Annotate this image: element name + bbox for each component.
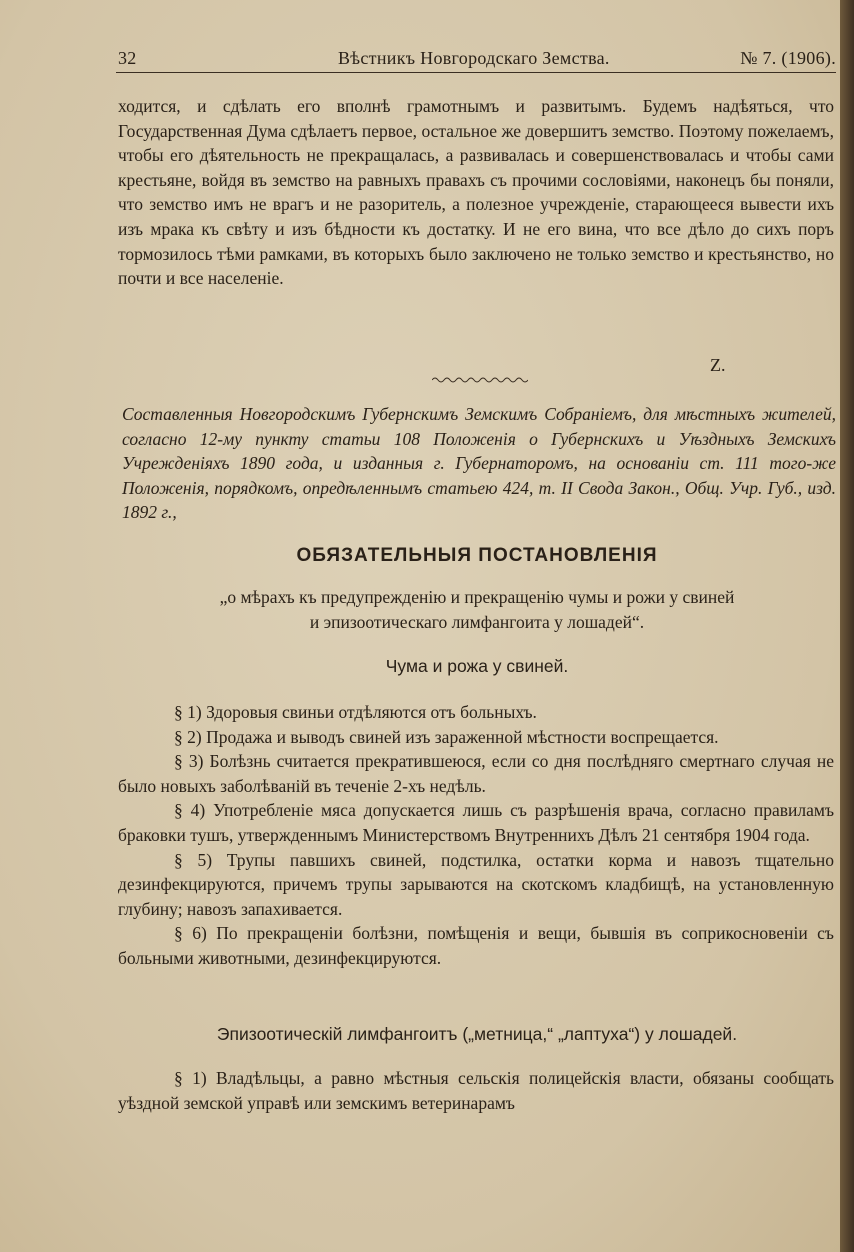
subtitle-line: и эпизоотическаго лимфангоита у лошадей“. <box>309 611 645 632</box>
journal-title: Вѣстникъ Новгородскаго Земства. <box>338 48 610 68</box>
issue-number: № 7. (1906). <box>740 48 836 68</box>
intro-paragraph: ходится, и сдѣлать его вполнѣ грамотнымъ и развитымъ. Будемъ надѣяться, что Государственная Дума сдѣлаетъ первое, остальное же довершитъ земство. Поэтому пожелаемъ, чтобы его дѣятельность не прекращалась, а развивалась и совершенствовалась и чтобы сами крестьяне, войдя въ земство на равныхъ правахъ съ прочими сословіями, наконецъ бы поняли, что земство имъ не врагъ и не разоритель, а полезное учрежденіе, старающееся вывести ихъ изъ мрака къ свѣту и изъ бѣдности къ достатку. И не его вина, что все дѣло до сихъ поръ тормозилось тѣми рамками, въ которыхъ было заключено не только земство и крестьянство, но почти и все населеніе. <box>118 96 834 289</box>
wavy-divider <box>432 376 528 384</box>
article-paragraph: § 1) Здоровыя свиньи отдѣляются отъ больныхъ. <box>174 702 537 722</box>
section-heading-horses: Эпизоотическій лимфангоитъ („метница,“ „лаптуха“) у лошадей. <box>216 1024 738 1044</box>
article-paragraph: § 2) Продажа и выводъ свиней изъ зараженной мѣстности воспрещается. <box>174 726 719 747</box>
document-title: ОБЯЗАТЕЛЬНЫЯ ПОСТАНОВЛЕНІЯ <box>296 545 658 566</box>
page-number: 32 <box>118 48 137 68</box>
author-signature: Z. <box>710 355 726 375</box>
article-paragraph: § 5) Трупы павшихъ свиней, подстилка, остатки корма и навозъ тщательно дезинфекцируются, причемъ трупы зарываются на скотскомъ кладбищѣ, на установленную глубину; навозъ запахивается. <box>118 849 834 919</box>
document-subtitle <box>118 585 836 634</box>
running-header <box>118 44 836 74</box>
book-spine <box>840 0 854 1252</box>
subtitle-line: „о мѣрахъ къ предупрежденію и прекращенію чумы и рожи у свиней <box>219 587 735 607</box>
header-rule <box>116 72 836 73</box>
article-paragraph: § 1) Владѣльцы, а равно мѣстныя сельскія полицейскія власти, обязаны сообщать уѣздной земской управѣ или земскимъ ветеринарамъ <box>118 1068 834 1113</box>
decree-caption: Составленныя Новгородскимъ Губернскимъ Земскимъ Собраніемъ, для мѣстныхъ жителей, согласно 12-му пункту статьи 108 Положенія о Губернскихъ и Уѣздныхъ Земскихъ Учрежденіяхъ 1890 года, и изданныя г. Губернаторомъ, на основаніи ст. 111 того-же Положенія, порядкомъ, опредѣленнымъ статьею 424, т. II Свода Закон., Общ. Учр. Губ., изд. 1892 г., <box>122 404 836 523</box>
section-heading-swine: Чума и рожа у свиней. <box>385 656 569 676</box>
article-paragraph: § 3) Болѣзнь считается прекратившеюся, если со дня послѣдняго смертнаго случая не было новыхъ заболѣваній въ теченіе 2-хъ недѣль. <box>118 751 834 796</box>
article-paragraph: § 6) По прекращеніи болѣзни, помѣщенія и вещи, бывшія въ соприкосновеніи съ больными животными, дезинфекцируются. <box>118 923 834 968</box>
section-body-horses <box>118 1066 834 1115</box>
section-body-swine <box>118 700 834 971</box>
article-paragraph: § 4) Употребленіе мяса допускается лишь съ разрѣшенія врача, согласно правиламъ браковки тушъ, утвержденнымъ Министерствомъ Внутреннихъ Дѣлъ 21 сентября 1904 года. <box>118 800 834 845</box>
